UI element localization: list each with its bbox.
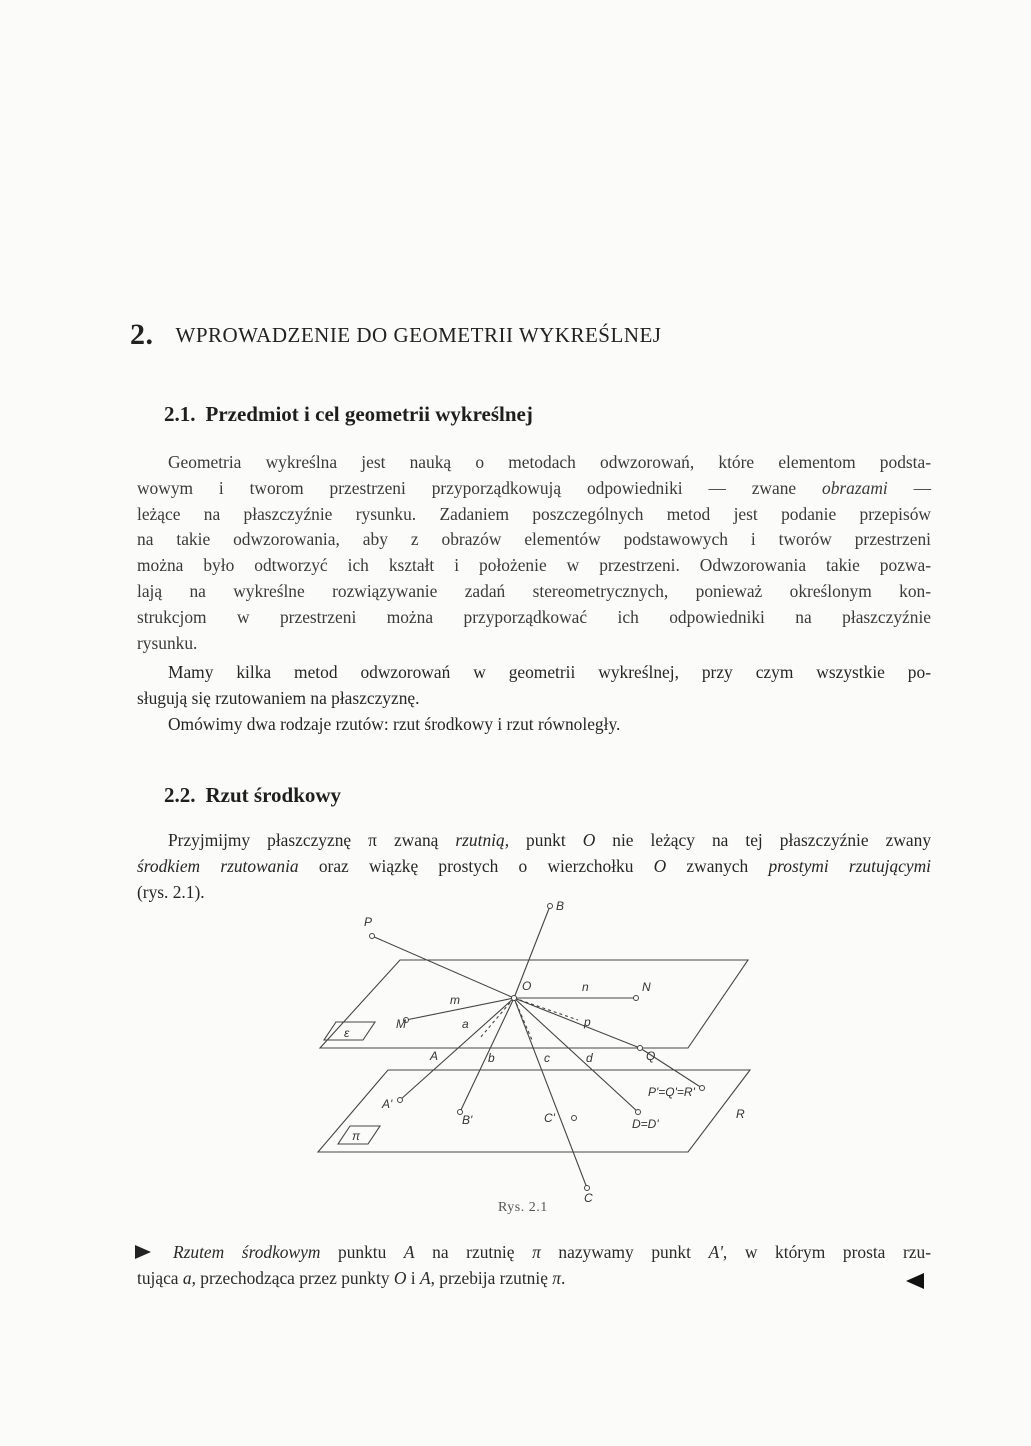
text-fragment: tująca [137,1267,183,1288]
label-pi: π [352,1129,361,1143]
label-Aprime: A' [382,1097,393,1111]
section-number: 2.1. [164,402,196,426]
section-heading-2-2 [164,783,341,808]
italic-symbol: a [182,1267,192,1288]
label-P: P [364,915,373,929]
text-fragment: , przebija rzutnię [430,1267,553,1288]
italic-term: prostymi rzutującymi [768,855,932,876]
italic-term: obrazami [822,477,888,498]
point-N [634,996,639,1001]
label-Bprime: B' [462,1113,473,1127]
line-O-Bprime [460,998,514,1112]
label-Q: Q [646,1049,656,1063]
label-Cprime: C' [544,1111,555,1125]
text-line [137,476,931,502]
text-line: lają na wykreślne rozwiązywanie zadań stereometrycznych, ponieważ określonym kon- [137,580,931,601]
point-P [370,934,375,939]
chapter-heading [130,318,661,352]
point-O [512,996,517,1001]
line-d [514,998,638,1112]
text-line: na takie odwzorowania, aby z obrazów elementów podstawowych i tworów przestrzeni [137,529,931,550]
text-line: leżące na płaszczyźnie rysunku. Zadaniem poszczególnych metod jest podanie przepisów [137,503,931,524]
label-R: R [736,1107,745,1121]
text-fragment: wowym i tworom przestrzeni przyporządkowują odpowiedniki — zwane [137,477,797,498]
plane-pi [318,1070,750,1152]
label-c: c [544,1051,550,1065]
line-a [400,998,514,1100]
text-fragment: nie leżący na tej płaszczyźnie zwany [595,830,932,850]
italic-symbol: π [552,1267,561,1288]
text-line: można było odtworzyć ich kształt i położenie w przestrzeni. Odwzorowania takie pozwa- [137,555,931,576]
italic-term: rzutnią [455,830,505,850]
text-line [137,828,931,854]
italic-term: Rzutem środkowym [173,1242,321,1262]
text-line: Omówimy dwa rodzaje rzutów: rzut środkowy i rzut równoległy. [168,714,621,734]
text-fragment: Przyjmijmy płaszczyznę π zwaną [168,830,456,850]
point-D [636,1110,641,1115]
text-line: strukcjom w przestrzeni można przyporządkować ich odpowiedniki na płaszczyźnie [137,606,931,627]
chapter-number: 2. [130,318,154,351]
text-line [137,1240,931,1266]
section-title: Rzut środkowy [205,783,342,807]
text-fragment: i [406,1267,420,1288]
italic-symbol: O [582,830,596,850]
italic-symbol: π [532,1242,541,1262]
point-Q [638,1046,643,1051]
text-fragment: — [913,477,931,498]
section-heading-2-1 [164,402,533,427]
text-fragment: . [561,1267,566,1288]
paragraph-projection-types [137,712,931,738]
label-M: M [396,1017,406,1031]
point-Cprime [572,1116,577,1121]
text-fragment: oraz wiązkę prostych o wierzchołku [298,855,654,876]
definition-central-projection [137,1240,931,1292]
label-d: d [586,1051,593,1065]
point-PQR [700,1086,705,1091]
text-fragment: na rzutnię [414,1242,533,1262]
figure-caption: Rys. 2.1 [498,1200,548,1215]
text-line [137,854,931,880]
text-line: Mamy kilka metod odwzorowań w geometrii wykreślnej, przy czym wszystkie po- [168,662,931,682]
definition-end-marker-icon [905,1272,925,1290]
label-p: p [584,1015,591,1029]
label-A: A [430,1049,439,1063]
italic-term: środkiem rzutowania [137,855,299,876]
text-line: Geometria wykreślna jest nauką o metodach odwzorowań, które elementom podsta- [168,452,931,472]
line-B-O [514,906,550,998]
plane-epsilon [320,960,748,1048]
section-number: 2.2. [164,783,196,807]
label-DD: D=D' [632,1117,659,1131]
text-fragment: nazywamy punkt [540,1242,709,1262]
label-B: B [556,899,565,913]
plane-epsilon-tag [324,1022,375,1040]
italic-symbol: O [653,855,667,876]
italic-symbol: O [393,1267,407,1288]
figure-central-projection [300,890,780,1210]
chapter-title: WPROWADZENIE DO GEOMETRII WYKREŚLNEJ [175,323,662,347]
label-O: O [522,979,532,993]
text-fragment: punktu [320,1242,404,1262]
label-N: N [642,980,651,994]
point-B [548,904,553,909]
label-m: m [450,993,460,1007]
text-line [137,1266,931,1292]
text-fragment: zwanych [666,855,769,876]
italic-symbol: A [419,1267,431,1288]
paragraph-methods [137,660,931,712]
label-C: C [584,1191,593,1205]
label-n: n [582,980,589,994]
line-O-Q [514,998,640,1048]
label-b: b [488,1051,495,1065]
text-line: sługują się rzutowaniem na płaszczyznę. [137,687,420,708]
text-fragment: , w którym prosta rzu- [722,1242,931,1262]
paragraph-definition-of-descriptive-geometry [137,450,931,656]
label-PQR: P'=Q'=R' [648,1085,695,1099]
label-epsilon: ε [344,1026,350,1040]
italic-symbol: A' [708,1242,723,1262]
text-line: rysunku. [137,632,198,653]
text-fragment: , przechodząca przez punkty [191,1267,394,1288]
text-line: (rys. 2.1). [137,881,205,902]
point-C [585,1186,590,1191]
section-title: Przedmiot i cel geometrii wykreślnej [205,402,533,426]
text-fragment: , punkt [504,830,583,850]
italic-symbol: A [403,1242,415,1262]
label-a: a [462,1017,469,1031]
line-c [514,998,587,1188]
point-Aprime [398,1098,403,1103]
